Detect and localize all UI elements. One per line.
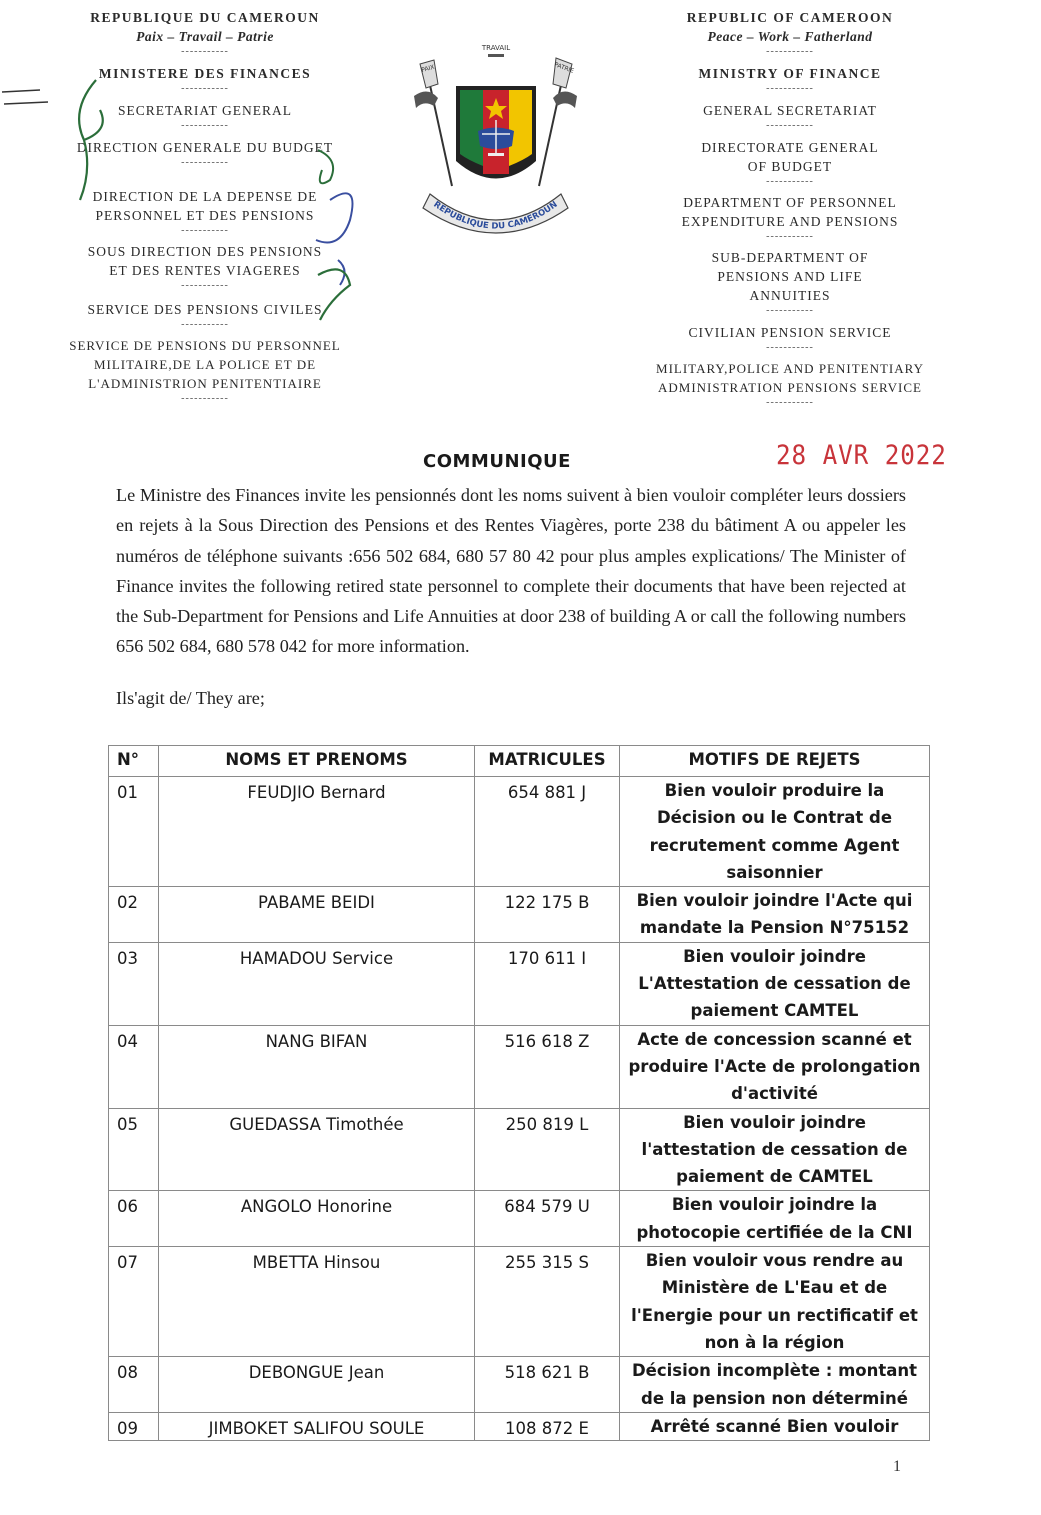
separator: ----------- (181, 393, 229, 404)
row-name: HAMADOU Service (159, 942, 475, 1025)
service-en: CIVILIAN PENSION SERVICE (688, 325, 892, 340)
row-name: ANGOLO Honorine (159, 1191, 475, 1247)
emblem-top-label: TRAVAIL (481, 44, 511, 52)
separator: ----------- (766, 83, 814, 94)
list-intro: Ils'agit de/ They are; (116, 688, 265, 708)
separator: ----------- (766, 231, 814, 242)
right-flag-icon (539, 58, 575, 186)
directorate-general-fr: DIRECTION GENERALE DU BUDGET (76, 140, 334, 155)
row-number: 05 (109, 1108, 159, 1191)
coat-of-arms-icon (408, 36, 583, 246)
separator: ----------- (181, 157, 229, 168)
service-military-fr: SERVICE DE PENSIONS DU PERSONNEL MILITAIRE,DE LA POLICE ET DE L'ADMINISTRION PENITENTIAIRE (69, 338, 341, 391)
row-matricule: 654 881 J (475, 777, 620, 887)
page-title: COMMUNIQUE (423, 451, 571, 472)
shield-icon (456, 86, 536, 179)
table-row (109, 942, 930, 1025)
table-body (109, 777, 930, 1441)
row-name: JIMBOKET SALIFOU SOULE (159, 1412, 475, 1440)
service-military-en: MILITARY,POLICE AND PENITENTIARY ADMINISTRATION PENSIONS SERVICE (656, 361, 924, 395)
row-number: 02 (109, 887, 159, 943)
separator: ----------- (766, 46, 814, 57)
row-matricule: 170 611 I (475, 942, 620, 1025)
table-row (109, 1412, 930, 1440)
table-row (109, 1357, 930, 1413)
row-motif: Arrêté scanné Bien vouloir (620, 1412, 930, 1440)
header-right (630, 8, 950, 409)
separator: ----------- (181, 280, 229, 291)
secretariat-fr: SECRETARIAT GENERAL (117, 103, 293, 118)
service-fr: SERVICE DES PENSIONS CIVILES (87, 302, 323, 317)
table-row (109, 887, 930, 943)
row-matricule: 255 315 S (475, 1247, 620, 1357)
row-motif: Acte de concession scanné et produire l'Acte de prolongation d'activité (620, 1025, 930, 1108)
country-en: REPUBLIC OF CAMEROON (686, 10, 894, 25)
directorate-fr: DIRECTION DE LA DEPENSE DE PERSONNEL ET DES PENSIONS (92, 189, 318, 223)
col-header-motif: MOTIFS DE REJETS (620, 746, 930, 777)
row-name: FEUDJIO Bernard (159, 777, 475, 887)
country-fr: REPUBLIQUE DU CAMEROUN (90, 10, 320, 25)
row-matricule: 684 579 U (475, 1191, 620, 1247)
ribbon-label: REPUBLIQUE DU CAMEROUN (431, 199, 560, 232)
emblem-top-mark (488, 54, 504, 57)
separator: ----------- (766, 305, 814, 316)
ministry-en: MINISTRY OF FINANCE (698, 66, 882, 81)
row-matricule: 108 872 E (475, 1412, 620, 1440)
directorate-general-en: DIRECTORATE GENERAL OF BUDGET (701, 140, 879, 174)
row-name: MBETTA Hinsou (159, 1247, 475, 1357)
row-name: DEBONGUE Jean (159, 1357, 475, 1413)
left-flag-icon (420, 60, 452, 186)
row-number: 03 (109, 942, 159, 1025)
row-number: 01 (109, 777, 159, 887)
row-matricule: 250 819 L (475, 1108, 620, 1191)
date-stamp: 28 AVR 2022 (776, 440, 947, 471)
col-header-number: N° (109, 746, 159, 777)
motto-fr: Paix – Travail – Patrie (136, 29, 274, 44)
separator: ----------- (181, 120, 229, 131)
row-motif: Bien vouloir joindre L'Attestation de cessation de paiement CAMTEL (620, 942, 930, 1025)
table-row (109, 777, 930, 887)
separator: ----------- (181, 83, 229, 94)
row-name: GUEDASSA Timothée (159, 1108, 475, 1191)
emblem-left-label: PAIX (420, 63, 436, 74)
separator: ----------- (181, 319, 229, 330)
row-motif: Bien vouloir joindre l'Acte qui mandate la Pension N°75152 (620, 887, 930, 943)
separator: ----------- (766, 120, 814, 131)
table-row (109, 1247, 930, 1357)
row-name: PABAME BEIDI (159, 887, 475, 943)
separator: ----------- (181, 46, 229, 57)
row-number: 08 (109, 1357, 159, 1413)
motto-en: Peace – Work – Fatherland (707, 29, 873, 44)
col-header-name: NOMS ET PRENOMS (159, 746, 475, 777)
secretariat-en: GENERAL SECRETARIAT (703, 103, 877, 118)
table-row (109, 1108, 930, 1191)
communique-body (116, 480, 906, 662)
row-name: NANG BIFAN (159, 1025, 475, 1108)
row-motif: Bien vouloir joindre la photocopie certifiée de la CNI (620, 1191, 930, 1247)
row-matricule: 516 618 Z (475, 1025, 620, 1108)
separator: ----------- (766, 397, 814, 408)
body-paragraph: Le Ministre des Finances invite les pensionnés dont les noms suivent à bien vouloir compléter leurs dossiers en rejets à la Sous Direction des Pensions et des Rentes Viagères, porte 238 du bâtiment A ou appeler les numéros de téléphone suivants :656 502 684, 680 57 80 42 pour plus amples explications/ The Minister of Finance invites the following retired state personnel to complete their documents that have been rejected at the Sub-Department for Pensions and Life Annuities at door 238 of building A or call the following numbers 656 502 684, 680 578 042 for more information. (116, 485, 906, 657)
table-row (109, 1025, 930, 1108)
row-number: 06 (109, 1191, 159, 1247)
rejects-table (108, 745, 930, 1441)
ministry-fr: MINISTERE DES FINANCES (98, 66, 312, 81)
row-matricule: 122 175 B (475, 887, 620, 943)
header-left (40, 8, 370, 405)
row-motif: Bien vouloir joindre l'attestation de cessation de paiement de CAMTEL (620, 1108, 930, 1191)
separator: ----------- (766, 176, 814, 187)
row-motif: Bien vouloir vous rendre au Ministère de L'Eau et de l'Energie pour un rectificatif et non à la région (620, 1247, 930, 1357)
department-en: DEPARTMENT OF PERSONNEL EXPENDITURE AND PENSIONS (681, 195, 899, 229)
row-number: 09 (109, 1412, 159, 1440)
row-motif: Bien vouloir produire la Décision ou le Contrat de recrutement comme Agent saisonnier (620, 777, 930, 887)
sub-directorate-fr: SOUS DIRECTION DES PENSIONS ET DES RENTES VIAGERES (87, 244, 323, 278)
row-matricule: 518 621 B (475, 1357, 620, 1413)
separator: ----------- (766, 342, 814, 353)
row-number: 04 (109, 1025, 159, 1108)
sub-department-en: SUB-DEPARTMENT OF PENSIONS AND LIFE ANNUITIES (711, 250, 869, 303)
row-number: 07 (109, 1247, 159, 1357)
emblem-right-label: PATRIE (553, 61, 575, 75)
col-header-matricule: MATRICULES (475, 746, 620, 777)
table-row (109, 1191, 930, 1247)
separator: ----------- (181, 225, 229, 236)
table-header-row (109, 746, 930, 777)
row-motif: Décision incomplète : montant de la pension non déterminé (620, 1357, 930, 1413)
page-number: 1 (893, 1458, 901, 1475)
